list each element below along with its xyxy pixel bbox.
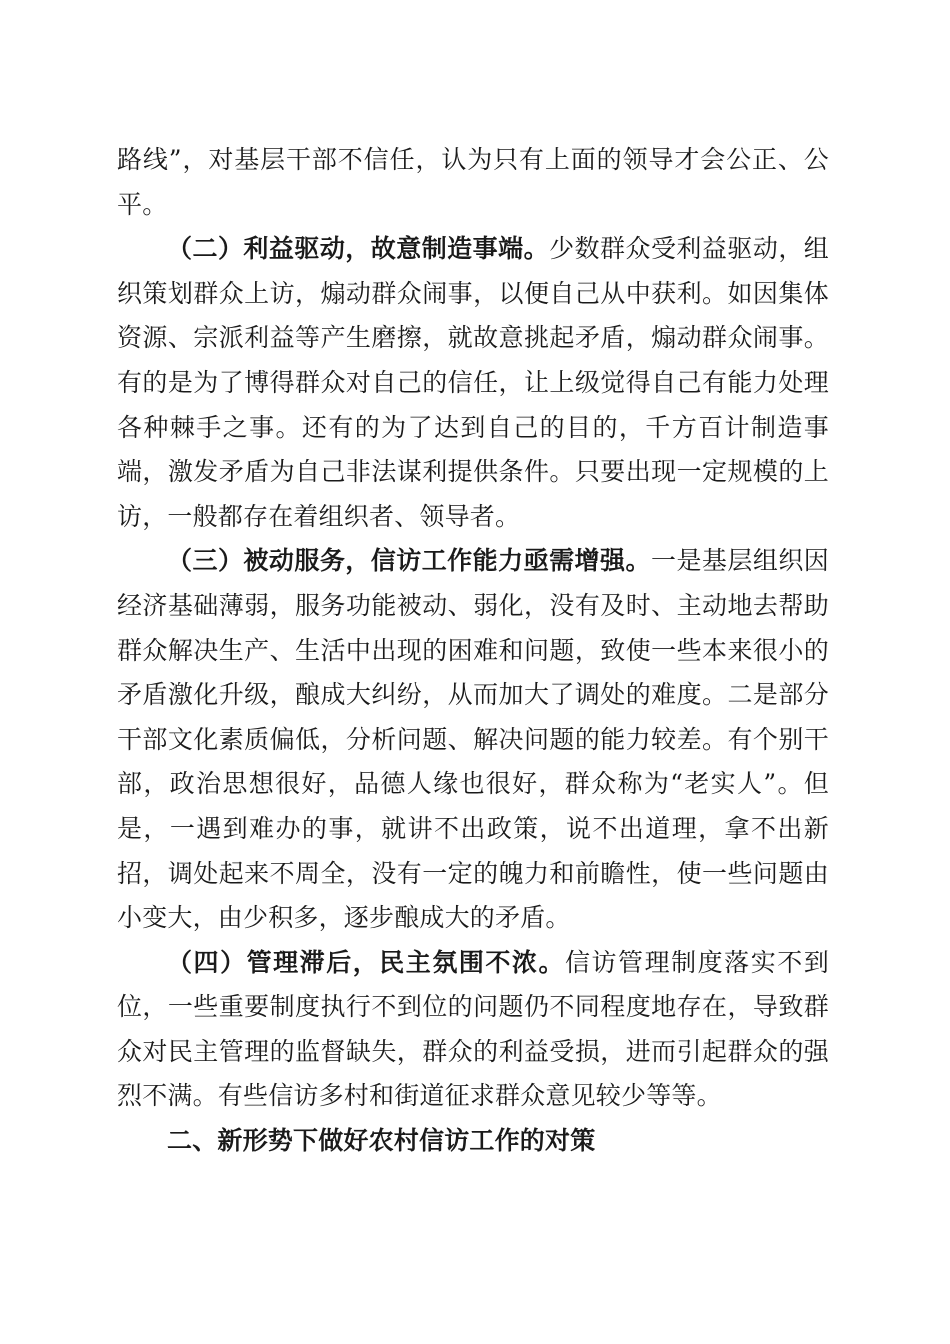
section-heading: 二、新形势下做好农村信访工作的对策 — [167, 1126, 596, 1156]
section-lead-4: （四）管理滞后，民主氛围不浓。 — [167, 947, 565, 977]
document-body — [117, 138, 829, 1164]
section-body-4: 信访管理制度落实不到位，一些重要制度执行不到位的问题仍不同程度地存在，导致群众对民主管理的监督缺失，群众的利益受损，进而引起群众的强烈不满。有些信访多村和街道征求群众意见较少等等。 — [117, 947, 829, 1111]
section-lead-2: （二）利益驱动，故意制造事端。 — [167, 234, 550, 264]
section-lead-3: （三）被动服务，信访工作能力亟需增强。 — [167, 546, 651, 576]
continuation-paragraph: 路线”，对基层干部不信任，认为只有上面的领导才会公正、公平。 — [117, 145, 829, 219]
section-paragraph-4 — [117, 941, 829, 1119]
section-body-3: 一是基层组织因经济基础薄弱，服务功能被动、弱化，没有及时、主动地去帮助群众解决生产、生活中出现的困难和问题，致使一些本来很小的矛盾激化升级，酿成大纠纷，从而加大了调处的难度。二是部分干部文化素质偏低，分析问题、解决问题的能力较差。有个别干部，政治思想很好，品德人缘也很好，群众称为“老实人”。但是，一遇到难办的事，就讲不出政策，说不出道理，拿不出新招，调处起来不周全，没有一定的魄力和前瞻性，使一些问题由小变大，由少积多，逐步酿成大的矛盾。 — [117, 546, 829, 933]
section-paragraph-3 — [117, 539, 829, 940]
section-paragraph-2 — [117, 227, 829, 539]
section-body-2: 少数群众受利益驱动，组织策划群众上访，煽动群众闹事，以便自己从中获利。如因集体资源、宗派利益等产生磨擦，就故意挑起矛盾，煽动群众闹事。有的是为了博得群众对自己的信任，让上级觉得自己有能力处理各种棘手之事。还有的为了达到自己的目的，千方百计制造事端，激发矛盾为自己非法谋利提供条件。只要出现一定规模的上访，一般都存在着组织者、领导者。 — [117, 234, 829, 531]
